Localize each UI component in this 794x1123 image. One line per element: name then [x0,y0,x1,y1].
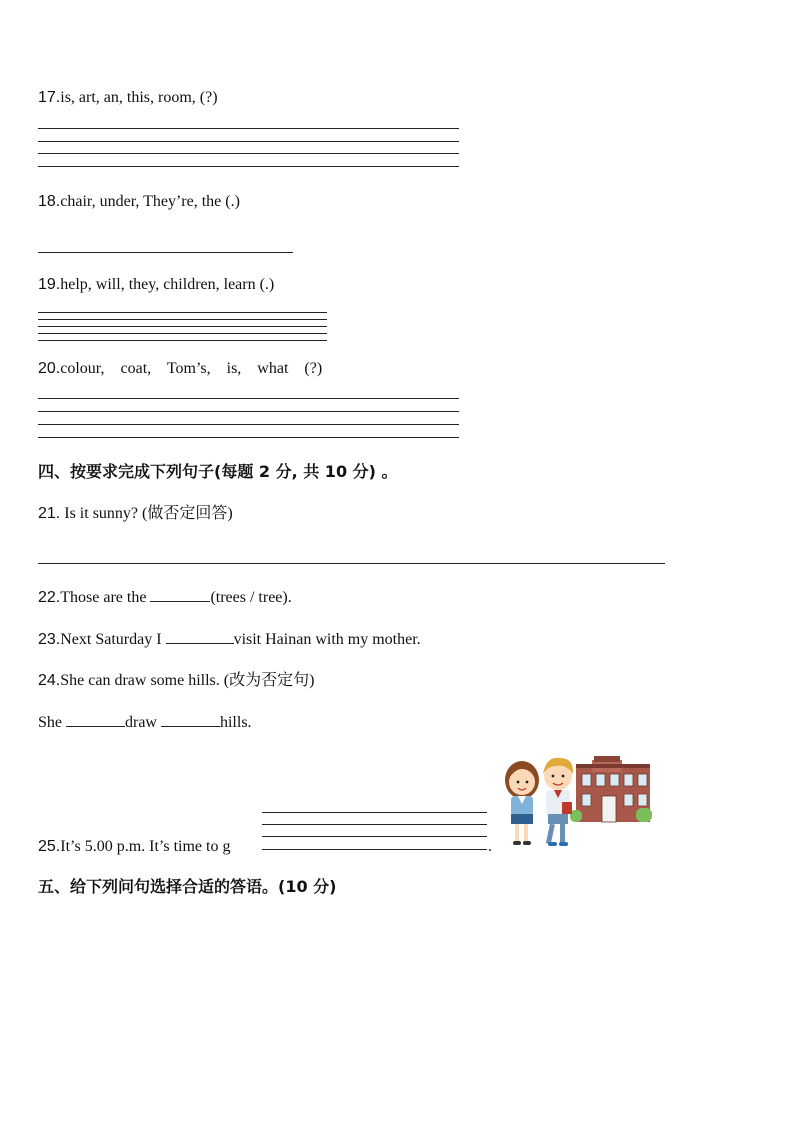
children-school-illustration [496,752,656,852]
section-5-heading: 五、给下列问句选择合适的答语。(10 分) [38,877,337,896]
school-building-icon [570,756,652,822]
question-17 [38,88,218,108]
answer-line[interactable] [262,812,487,813]
section-4-heading: 四、按要求完成下列句子(每题 2 分, 共 10 分) 。 [38,462,398,481]
question-24 [38,671,314,691]
question-text: is, art, an, this, room, (?) [60,89,218,106]
answer-line[interactable] [38,128,459,129]
answer-line[interactable] [38,411,459,412]
girl-icon [505,761,539,845]
question-23 [38,629,421,650]
answer-line[interactable] [262,836,487,837]
question-number: 18. [38,193,61,210]
boy-icon [543,758,573,846]
fill-blank[interactable] [150,587,210,602]
answer-line[interactable] [38,312,327,313]
answer-line[interactable] [38,326,327,327]
answer-line[interactable] [38,340,327,341]
question-text-after: visit Hainan with my mother. [233,631,421,648]
question-25 [38,837,230,857]
question-number: 24. [38,672,61,689]
question-text-before: Next Saturday I [60,631,166,648]
question-number: 21. [38,505,61,522]
question-21 [38,504,233,524]
question-20 [38,359,322,379]
question-text: Is it sunny? (做否定回答) [60,505,233,522]
question-18 [38,192,240,212]
answer-line[interactable] [38,252,293,253]
answer-line[interactable] [262,824,487,825]
answer-line[interactable] [262,849,487,850]
question-22 [38,587,292,608]
question-text-before: Those are the [60,589,151,606]
question-24-answer-line [38,712,252,733]
answer-text-b: draw [125,714,161,731]
question-number: 22. [38,589,61,606]
question-text-before: It’s 5.00 p.m. It’s time to g [60,838,231,855]
question-25-period: . [488,838,492,855]
answer-line[interactable] [38,333,327,334]
question-text: She can draw some hills. (改为否定句) [60,672,315,689]
question-text: chair, under, They’re, the (.) [60,193,240,210]
question-text: colour, coat, Tom’s, is, what (?) [60,360,323,377]
question-text-after: (trees / tree). [210,589,292,606]
answer-text-c: hills. [219,714,252,731]
question-number: 19. [38,276,61,293]
question-number: 20. [38,360,61,377]
question-number: 23. [38,631,61,648]
fill-blank[interactable] [66,712,125,727]
answer-line[interactable] [38,398,459,399]
question-19 [38,275,274,295]
answer-line[interactable] [38,424,459,425]
answer-line[interactable] [38,141,459,142]
answer-line[interactable] [38,319,327,320]
answer-line[interactable] [38,563,665,564]
fill-blank[interactable] [166,629,234,644]
fill-blank[interactable] [161,712,220,727]
question-text: help, will, they, children, learn (.) [60,276,275,293]
question-number: 25. [38,838,61,855]
answer-text-a: She [38,714,66,731]
answer-line[interactable] [38,437,459,438]
answer-line[interactable] [38,166,459,167]
question-number: 17. [38,89,61,106]
answer-line[interactable] [38,153,459,154]
